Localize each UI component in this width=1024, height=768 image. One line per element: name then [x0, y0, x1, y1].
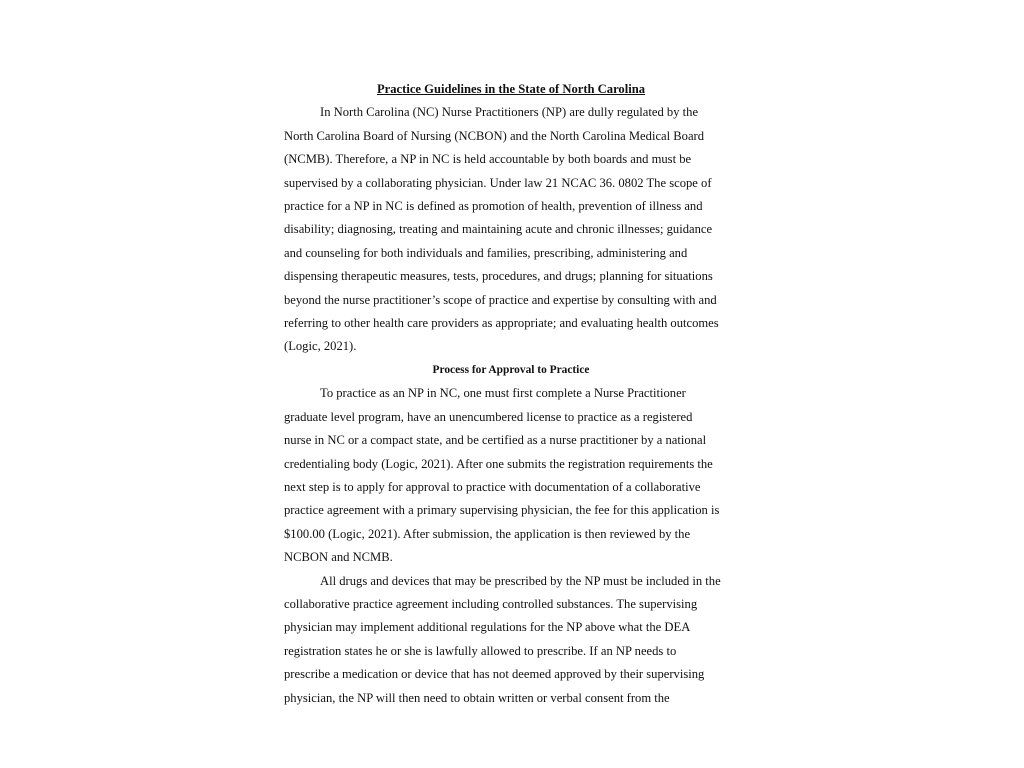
paragraph-approval-process [284, 382, 738, 569]
text-line: (NCMB). Therefore, a NP in NC is held accountable by both boards and must be [284, 152, 692, 167]
text-line: North Carolina Board of Nursing (NCBON) and the North Carolina Medical Board [284, 128, 705, 143]
text-line: practice for a NP in NC is defined as promotion of health, prevention of illness and [284, 199, 703, 214]
document-title: Practice Guidelines in the State of North Carolina [376, 82, 646, 96]
text-line: registration states he or she is lawfully allowed to prescribe. If an NP needs to [284, 643, 677, 658]
text-line: referring to other health care providers as appropriate; and evaluating health outcomes [284, 316, 719, 331]
text-line: $100.00 (Logic, 2021). After submission, the application is then reviewed by the [284, 526, 691, 541]
text-line: physician may implement additional regulations for the NP above what the DEA [284, 620, 691, 635]
paragraph-prescribing [284, 570, 738, 710]
document-body [284, 78, 738, 710]
text-line: disability; diagnosing, treating and maintaining acute and chronic illnesses; guidance [284, 222, 713, 237]
text-line: All drugs and devices that may be prescribed by the NP must be included in the [320, 573, 721, 588]
text-line: credentialing body (Logic, 2021). After one submits the registration requirements the [284, 456, 713, 471]
text-line: In North Carolina (NC) Nurse Practitioners (NP) are dully regulated by the [320, 105, 699, 120]
text-line: collaborative practice agreement including controlled substances. The supervising [284, 596, 698, 611]
text-line: dispensing therapeutic measures, tests, procedures, and drugs; planning for situations [284, 269, 713, 284]
text-line: nurse in NC or a compact state, and be certified as a nurse practitioner by a national [284, 433, 707, 448]
text-line: next step is to apply for approval to practice with documentation of a collaborative [284, 479, 701, 494]
text-line: To practice as an NP in NC, one must first complete a Nurse Practitioner [320, 386, 686, 401]
text-line: NCBON and NCMB. [284, 550, 393, 565]
text-line: practice agreement with a primary supervising physician, the fee for this application is [284, 503, 720, 518]
text-line: (Logic, 2021). [284, 339, 357, 354]
paragraph-scope-of-practice [284, 101, 738, 358]
text-line: graduate level program, have an unencumbered license to practice as a registered [284, 409, 693, 424]
text-line: supervised by a collaborating physician. Under law 21 NCAC 36. 0802 The scope of [284, 175, 712, 190]
text-line: physician, the NP will then need to obtain written or verbal consent from the [284, 690, 670, 705]
text-line: prescribe a medication or device that has not deemed approved by their supervising [284, 667, 705, 682]
text-line: beyond the nurse practitioner’s scope of practice and expertise by consulting with and [284, 292, 717, 307]
section-heading-approval: Process for Approval to Practice [432, 363, 590, 376]
text-line: and counseling for both individuals and families, prescribing, administering and [284, 245, 688, 260]
